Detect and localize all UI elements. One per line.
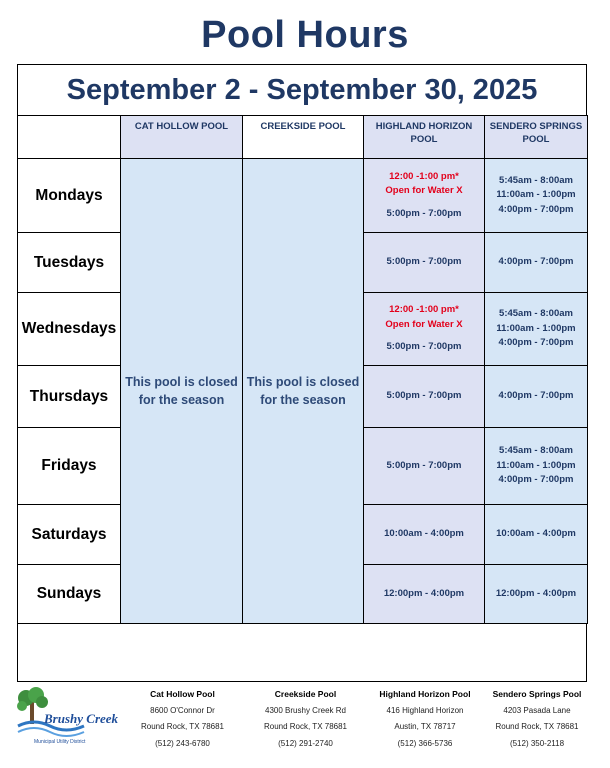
footer-address: 416 Highland Horizon bbox=[386, 705, 464, 715]
sendero-hours-cell bbox=[485, 505, 588, 565]
sendero-hours-cell bbox=[485, 293, 588, 366]
footer-address: 4300 Brushy Creek Rd bbox=[265, 705, 346, 715]
hours-text: 12:00pm - 4:00pm bbox=[495, 587, 577, 599]
hours-text: 5:00pm - 7:00pm bbox=[386, 390, 462, 402]
sendero-hours-cell bbox=[485, 428, 588, 505]
hours-text: 11:00am - 1:00pm bbox=[496, 322, 576, 334]
brushy-creek-logo bbox=[14, 686, 119, 746]
day-label: Thursdays bbox=[18, 366, 121, 428]
day-label: Wednesdays bbox=[18, 293, 121, 366]
hours-text: 4:00pm - 7:00pm bbox=[498, 256, 574, 268]
hours-text: 11:00am - 1:00pm bbox=[496, 189, 576, 201]
closed-text: for the season bbox=[138, 393, 225, 407]
day-label: Saturdays bbox=[18, 505, 121, 565]
table-row bbox=[18, 159, 588, 233]
special-hours: 12:00 -1:00 pm* bbox=[389, 170, 459, 182]
header-creekside bbox=[243, 116, 364, 159]
header-label: POOL bbox=[410, 134, 438, 145]
highland-hours-cell bbox=[364, 505, 485, 565]
sendero-hours-cell bbox=[485, 159, 588, 233]
hours-text: 5:45am - 8:00am bbox=[499, 174, 573, 186]
footer-address: 8600 O'Connor Dr bbox=[150, 705, 215, 715]
hours-text: 11:00am - 1:00pm bbox=[496, 459, 576, 471]
footer-city: Round Rock, TX 78681 bbox=[495, 722, 579, 731]
header-highland-horizon bbox=[364, 116, 485, 159]
hours-text: 5:45am - 8:00am bbox=[499, 445, 573, 457]
highland-hours-cell bbox=[364, 159, 485, 233]
sendero-hours-cell bbox=[485, 366, 588, 428]
highland-hours-cell bbox=[364, 293, 485, 366]
date-range-banner: September 2 - September 30, 2025 bbox=[17, 64, 587, 116]
footer-city: Round Rock, TX 78681 bbox=[263, 722, 347, 731]
footer-phone: (512) 291-2740 bbox=[278, 738, 333, 748]
hours-text: 4:00pm - 7:00pm bbox=[498, 337, 574, 349]
pool-hours-table bbox=[17, 115, 588, 624]
header-label: CREEKSIDE POOL bbox=[260, 121, 346, 132]
footer-cat-hollow bbox=[120, 686, 245, 752]
footer-pool-name: Sendero Springs Pool bbox=[492, 689, 582, 699]
header-label: SENDERO SPRINGS bbox=[489, 121, 583, 132]
day-label: Fridays bbox=[18, 428, 121, 505]
header-label: HIGHLAND HORIZON bbox=[375, 121, 473, 132]
sendero-hours-cell bbox=[485, 565, 588, 624]
logo-subtext: Municipal Utility District bbox=[34, 739, 86, 745]
tree-icon bbox=[14, 686, 119, 746]
hours-text: 5:00pm - 7:00pm bbox=[386, 207, 462, 219]
header-sendero-springs bbox=[485, 116, 588, 159]
footer-pool-name: Cat Hollow Pool bbox=[150, 689, 215, 699]
header-blank-cell bbox=[18, 116, 121, 159]
footer-phone: (512) 350-2118 bbox=[509, 738, 565, 748]
highland-hours-cell bbox=[364, 233, 485, 293]
hours-text: 12:00pm - 4:00pm bbox=[383, 587, 465, 599]
footer-pool-name: Creekside Pool bbox=[274, 689, 337, 699]
hours-text: 5:00pm - 7:00pm bbox=[386, 459, 462, 471]
highland-hours-cell bbox=[364, 428, 485, 505]
footer-creekside bbox=[243, 686, 368, 752]
hours-text: 10:00am - 4:00pm bbox=[496, 528, 576, 540]
hours-text: 10:00am - 4:00pm bbox=[384, 528, 464, 540]
hours-text: 5:45am - 8:00am bbox=[499, 308, 573, 320]
closed-text: This pool is closed bbox=[246, 375, 360, 389]
day-label: Tuesdays bbox=[18, 233, 121, 293]
highland-hours-cell bbox=[364, 366, 485, 428]
footer-highland-horizon bbox=[362, 686, 488, 752]
creekside-closed-cell bbox=[243, 159, 364, 624]
hours-text: 4:00pm - 7:00pm bbox=[498, 474, 574, 486]
header-label: CAT HOLLOW POOL bbox=[134, 121, 229, 132]
special-hours: 12:00 -1:00 pm* bbox=[389, 304, 459, 316]
special-note: Open for Water X bbox=[385, 185, 463, 197]
footer-phone: (512) 366-5736 bbox=[397, 738, 453, 748]
footer-pool-name: Highland Horizon Pool bbox=[379, 689, 471, 699]
header-cat-hollow bbox=[121, 116, 243, 159]
hours-text: 5:00pm - 7:00pm bbox=[386, 341, 462, 353]
hours-text: 4:00pm - 7:00pm bbox=[498, 390, 574, 402]
footer-city: Round Rock, TX 78681 bbox=[140, 722, 224, 731]
page-title: Pool Hours bbox=[201, 14, 409, 56]
sendero-hours-cell bbox=[485, 233, 588, 293]
closed-text: for the season bbox=[260, 393, 346, 407]
day-label: Sundays bbox=[18, 565, 121, 624]
highland-hours-cell bbox=[364, 565, 485, 624]
cat-hollow-closed-cell bbox=[121, 159, 243, 624]
closed-text: This pool is closed bbox=[125, 375, 238, 389]
footer-sendero-springs bbox=[484, 686, 590, 752]
header-label: POOL bbox=[522, 134, 550, 145]
footer-address: 4203 Pasada Lane bbox=[503, 705, 571, 715]
hours-text: 5:00pm - 7:00pm bbox=[386, 256, 462, 268]
day-label: Mondays bbox=[18, 159, 121, 233]
special-note: Open for Water X bbox=[385, 318, 463, 330]
footer-phone: (512) 243-6780 bbox=[155, 738, 210, 748]
table-header-row bbox=[18, 116, 588, 159]
logo-text: Brushy Creek bbox=[44, 711, 119, 726]
hours-text: 4:00pm - 7:00pm bbox=[498, 203, 574, 215]
footer-city: Austin, TX 78717 bbox=[394, 722, 456, 731]
